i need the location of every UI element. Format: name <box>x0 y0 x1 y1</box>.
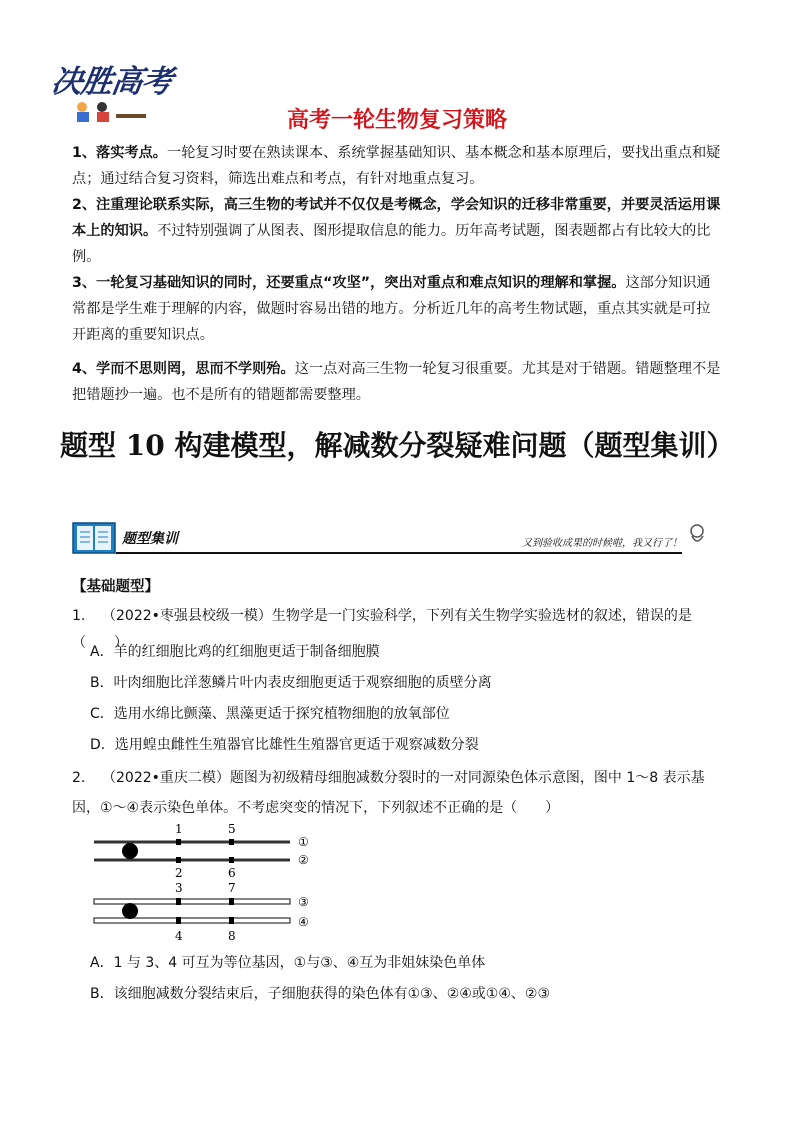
book-icon <box>72 522 116 554</box>
strategy-paragraph: 1、落实考点。一轮复习时要在熟读课本、系统掌握基础知识、基本概念和基本原理后，要找出重点和疑点；通过结合复习资料，筛选出难点和考点，有针对地重点复习。 <box>72 145 721 187</box>
gene-mark <box>176 857 181 863</box>
answer-option: B．叶肉细胞比洋葱鳞片叶内表皮细胞更适于观察细胞的质壁分离 <box>90 675 492 691</box>
strategy-paragraph: 2、注重理论联系实际，高三生物的考试并不仅仅是考概念，学会知识的迁移非常重要，并要灵活运用课本上的知识。不过特别强调了从图表、图形提取信息的能力。历年高考试题，图表题都占有比较大的比例。 <box>72 197 721 265</box>
section-heading: 【基础题型】 <box>72 579 159 595</box>
banner-slogan: 又到验收成果的时候啦，我又行了！ <box>522 538 682 549</box>
gene-mark <box>229 898 234 905</box>
gene-mark <box>229 857 234 863</box>
section-title: 题型 10 构建模型，解减数分裂疑难问题（题型集训） <box>60 429 735 462</box>
question-stem: 2. （2022•重庆二模）题图为初级精母细胞减数分裂时的一对同源染色体示意图，图中 1～8 表示基因，①～④表示染色单体。不考虑突变的情况下，下列叙述不正确的是（ ） <box>72 770 705 816</box>
chromatid-line <box>94 918 290 923</box>
answer-option: A．1 与 3、4 可互为等位基因，①与③、④互为非姐妹染色单体 <box>90 955 486 971</box>
answer-option: C．选用水绵比颤藻、黑藻更适于探究植物细胞的放氧部位 <box>90 706 450 722</box>
gene-label: 8 <box>228 929 236 943</box>
gene-label: 2 <box>175 866 183 880</box>
answer-option: A．羊的红细胞比鸡的红细胞更适于制备细胞膜 <box>90 644 380 660</box>
strategy-paragraph: 4、学而不思则罔，思而不学则殆。这一点对高三生物一轮复习很重要。尤其是对于错题。错题整理不是把错题抄一遍。也不是所有的错题都需要整理。 <box>72 361 721 403</box>
answer-option: D．选用蝗虫雌性生殖器官比雄性生殖器官更适于观察减数分裂 <box>90 737 479 753</box>
chromatid-label: ④ <box>298 915 309 929</box>
banner-divider <box>116 552 682 554</box>
gene-mark <box>176 839 181 845</box>
gene-mark <box>176 917 181 924</box>
chromatid-line <box>94 899 290 904</box>
gene-label: 7 <box>228 881 236 895</box>
chromosome-diagram <box>90 820 320 948</box>
chromatid-label: ② <box>298 853 309 867</box>
gene-mark <box>229 917 234 924</box>
answer-option: B．该细胞减数分裂结束后，子细胞获得的染色体有①③、②④或①④、②③ <box>90 986 551 1002</box>
logo-text: 决胜高考 <box>48 64 175 100</box>
centromere <box>122 903 138 919</box>
gene-label: 3 <box>175 881 183 895</box>
question-stem: 1. （2022•枣强县校级一模）生物学是一门实验科学，下列有关生物学实验选材的叙述，错误的是（ ） <box>72 608 692 651</box>
document-title: 高考一轮生物复习策略 <box>286 108 507 133</box>
ok-hand-icon <box>686 522 708 548</box>
strategy-paragraph: 3、一轮复习基础知识的同时，还要重点“攻坚”，突出对重点和难点知识的理解和掌握。这部分知识通常都是学生难于理解的内容，做题时容易出错的地方。分析近几年的高考生物试题，重点其实就是可拉开距离的重要知识点。 <box>72 275 711 343</box>
centromere <box>122 843 138 859</box>
practice-banner <box>72 520 712 556</box>
chromatid-label: ① <box>298 835 309 849</box>
gene-label: 5 <box>228 822 236 836</box>
gene-label: 4 <box>175 929 183 943</box>
banner-label: 题型集训 <box>122 531 178 547</box>
chromatid-label: ③ <box>298 895 309 909</box>
gene-label: 1 <box>175 822 183 836</box>
gene-mark <box>229 839 234 845</box>
gene-mark <box>176 898 181 905</box>
gene-label: 6 <box>228 866 236 880</box>
